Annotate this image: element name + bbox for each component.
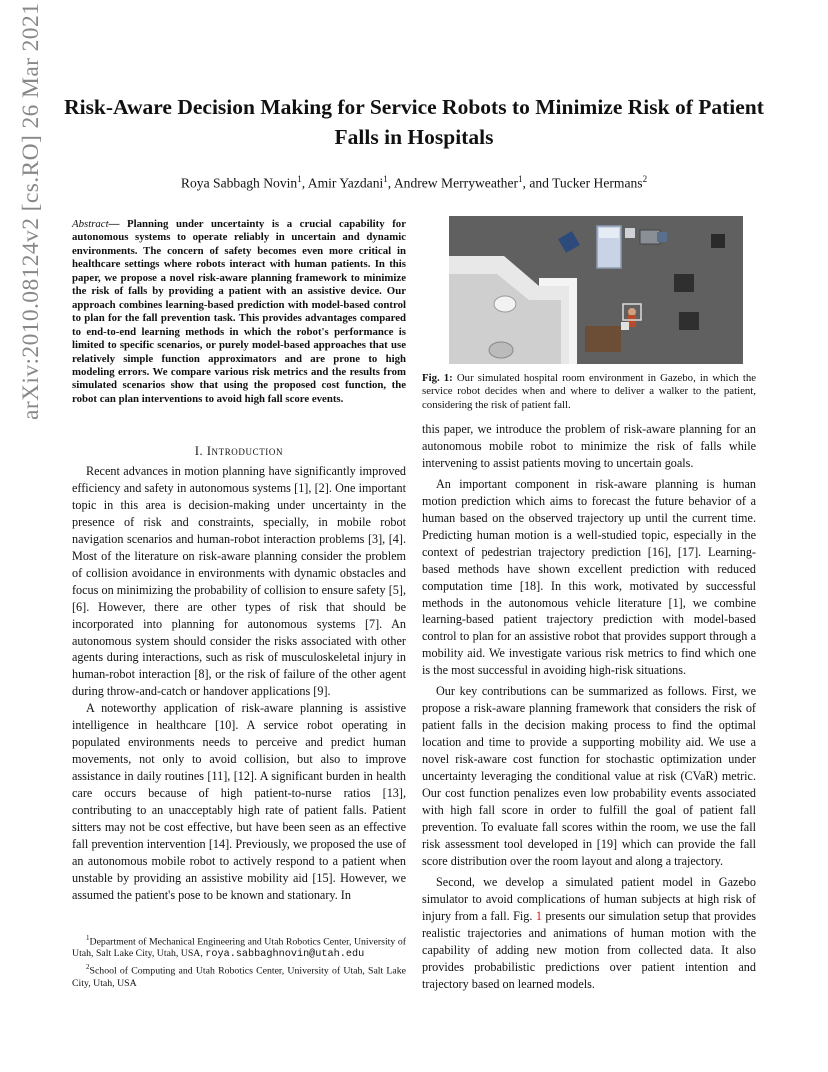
author-4: Tucker Hermans [552,175,643,191]
intro-paragraph-3: this paper, we introduce the problem of risk-aware planning for an autonomous mobile robot to minimize the risk of falls while intervening to assist patients moving to uncertain goals. [422,422,756,470]
author-3-affiliation: 1 [518,174,523,184]
author-list: Roya Sabbagh Novin$^1$, Amir Yazdani$^1$, Andrew Merryweather$^1$, and Tucker Hermans$^2$ [180,174,648,191]
figure-label: Fig. 1: [422,372,453,384]
hospital-room-render [449,216,743,364]
paper-title: Risk-Aware Decision Making for Service Robots to Minimize Risk of Patient Falls in Hospitals [64,95,764,149]
author-3: Andrew Merryweather [393,175,519,191]
footnote-1: $^1$Department of Mechanical Engineering and Utah Robotics Center, University of Utah, Salt Lake City, Utah, USA, roya.sabbaghnovin@utah.edu [72,934,406,961]
left-column-body [72,463,406,904]
figure-hospital-room [449,216,743,364]
section-heading-introduction: I. Introduction [194,444,284,458]
arxiv-identifier: arXiv:2010.08124v2 [cs.RO] 26 Mar 2021 [18,2,44,420]
author-1: Roya Sabbagh Novin [180,175,298,191]
intro-paragraph-2: A noteworthy application of risk-aware planning is assistive intelligence in healthcare [10]. A service robot operating in populated environments needs to perceive and predict human movements, not only to avoid collision, but also to improve assistance in daily routines [11], [12]. A significant burden in health care occurs because of high patient-to-nurse ratios [13], contributing to an unacceptably high rate of patient falls. Patient sitters may not be cost effective, but have been seen as an effective fall prevention intervention [14]. Previously, we proposed the use of an autonomous mobile robot to actively respond to a patient when unstable by providing an assistive mobility aid [15]. However, we assumed the patient's pose to be known and stationary. In [72,701,406,902]
footnotes [72,932,406,990]
abstract-label: Abstract [72,218,109,230]
intro-paragraph-1: Recent advances in motion planning have significantly improved efficiency and safety in autonomous systems [1], [2]. One important topic in this area is decision-making under uncertainty in the presence of risk and constraints, specially, in mobile robot navigation scenarios and human-robot interaction problems [3], [4]. Most of the literature on risk-aware planning consider the problem of collision avoidance in environments with dynamic obstacles and focus on minimizing the probability of collision to ensure safety [5], [6]. However, there are other types of risk that should be incorporated into planning for autonomous systems [7]. An autonomous system should consider the risks associated with other agents during interactions, such as risk of musculoskeletal injury in human-robot interaction [8], or the risk of failure of the other agent during throw-and-catch or handover applications [9]. [72,464,406,699]
figure-reference-link[interactable]: 1 [535,908,542,923]
figure-caption [422,372,756,412]
intro-paragraph-5: Our key contributions can be summarized as follows. First, we propose a risk-aware planning framework that considers the risk of patient falls in the decision making process to find the optimal location and time to provide a supporting mobility aid. We use a novel risk-aware cost function for stochastic optimization under uncertainty leveraging the conditional value at risk (CVaR) metric. Our cost function penalizes even low probability events associated with high fall score in order to fulfill the goal of patient fall prevention. To evaluate fall scores within the room, we use the fall risk assessment tool developed in [19] which can provide the fall score distribution over the room layout and along a trajectory. [422,684,756,868]
figure-caption-text: Our simulated hospital room environment in Gazebo, in which the service robot decides when and where to deliver a walker to the patient, considering the risk of patient fall. [422,372,757,411]
right-column-body [422,421,756,992]
abstract: Abstract— Planning under uncertainty is a crucial capability for autonomous systems to operate reliably in uncertain and dynamic environments. The concern of safety becomes even more critical in healthcare settings where robots interact with human patients. In this paper, we propose a novel risk-aware planning framework to minimize the risk of falls by providing a patient with an assistive device. Our approach combines learning-based prediction with model-based control to plan for the fall prevention task. This provides advantages compared to end-to-end learning methods in which the robot's performance is limited to specific scenarios, or purely model-based approaches that use relatively simple function approximators and are prone to high modeling errors. We compare various risk metrics and the results from simulated scenarios show that using the proposed cost function, the robot can plan interventions to avoid high fall score events. [72,218,407,405]
author-4-affiliation: 2 [642,174,648,184]
intro-paragraph-6: Second, we develop a simulated patient model in Gazebo simulator to avoid complications of human subjects at high risk of injury from a fall. Fig. 1 presents our simulation setup that provides realistic trajectories and animations of human motion with the capability of adding new motion from collected data. It also provides probabilistic predictions over patient intention and trajectory based on learned models. [422,874,756,991]
author-email: roya.sabbaghnovin@utah.edu [205,949,365,961]
abstract-text: Planning under uncertainty is a crucial capability for autonomous systems to operate reliably in uncertain and dynamic environments. The concern of safety becomes even more critical in healthcare settings where robots interact with human patients. In this paper, we propose a novel risk-aware planning framework to minimize the risk of falls by providing a patient with an assistive device. Our approach combines learning-based prediction with model-based control to plan for the fall prevention task. This provides advantages compared to end-to-end learning methods in which the robot's performance is limited to specific scenarios, or purely model-based approaches that use relatively simple function approximators and are prone to high modeling errors. We compare various risk metrics and the results from simulated scenarios show that using the proposed cost function, the robot can plan interventions to avoid high fall score events. [72,218,407,405]
author-2: Amir Yazdani [307,175,384,191]
intro-paragraph-4: An important component in risk-aware planning is human motion prediction which aims to forecast the future behavior of a human based on the observed trajectory up until the current time. Predicting human motion is a well-studied topic, especially in the context of pedestrian trajectory prediction [16], [17]. Learning-based methods have shown excellent prediction with reduced computation time [18]. In this work, motivated by successful methods in the autonomous vehicle literature [1], we combine learning-based patient trajectory prediction with model-based control to plan for an assistive robot that provides support through a mobility aid. We investigate various risk metrics to find which one is the most successful in avoiding high-risk situations. [422,476,756,678]
footnote-2: $^2$School of Computing and Utah Robotics Center, University of Utah, Salt Lake City, Utah, USA [72,963,406,989]
author-2-affiliation: 1 [383,174,388,184]
author-1-affiliation: 1 [297,174,302,184]
